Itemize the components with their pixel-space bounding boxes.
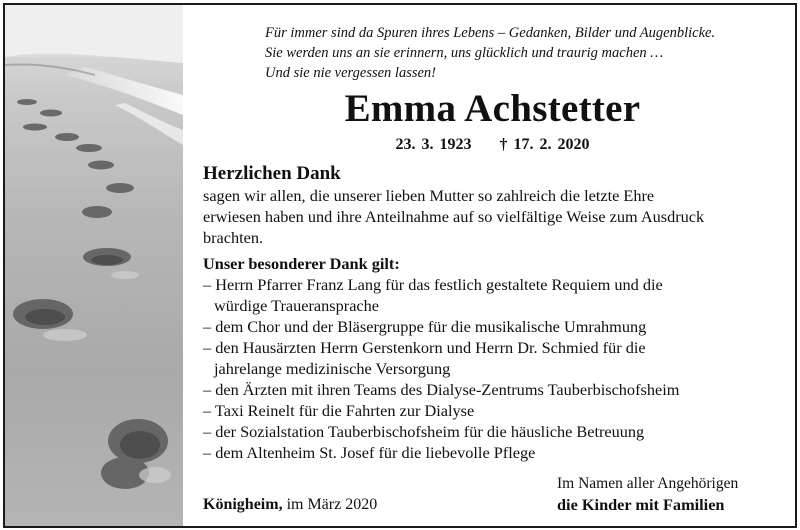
special-thanks-title: Unser besonderer Dank gilt: [203, 254, 400, 273]
poem-line: Und sie nie vergessen lassen! [265, 65, 437, 81]
list-item: – Taxi Reinelt für die Fahrten zur Dialyse [203, 401, 475, 420]
intro-line: sagen wir allen, die unserer lieben Mutter so zahlreich die letzte Ehre [203, 186, 655, 205]
date: im März 2020 [282, 496, 378, 513]
life-dates [195, 135, 790, 155]
list-item: – dem Altenheim St. Josef für die liebevolle Pflege [203, 443, 536, 462]
poem-line: Sie werden uns an sie erinnern, uns glücklich und traurig machen … [265, 45, 664, 61]
thanks-list [203, 274, 788, 463]
deceased-name: Emma Achstetter [344, 87, 641, 130]
footprints-illustration [5, 5, 183, 526]
intro-line: brachten. [203, 228, 264, 247]
list-item: – dem Chor und der Bläsergruppe für die musikalische Umrahmung [203, 317, 647, 336]
text-area [195, 5, 790, 526]
list-item: – den Hausärzten Herrn Gerstenkorn und Herrn Dr. Schmied für die [203, 338, 646, 357]
thanks-title: Herzlichen Dank [203, 163, 341, 184]
list-item: – der Sozialstation Tauberbischofsheim für die häusliche Betreuung [203, 422, 645, 441]
death-date: † 17. 2. 2020 [499, 136, 590, 153]
family-intro: Im Namen aller Angehörigen [557, 475, 739, 492]
thanks-intro [203, 185, 783, 248]
beach-footprints-photo [5, 5, 183, 526]
place: Königheim, [203, 496, 283, 513]
poem-line: Für immer sind da Spuren ihres Lebens – Gedanken, Bilder und Augenblicke. [265, 25, 716, 41]
place-date [203, 494, 377, 515]
birth-date: 23. 3. 1923 [395, 136, 472, 153]
list-item: – Herrn Pfarrer Franz Lang für das festlich gestaltete Requiem und die [203, 275, 663, 294]
list-item-continuation: jahrelange medizinische Versorgung [214, 359, 451, 378]
list-item-continuation: würdige Traueransprache [214, 296, 380, 315]
poem [265, 23, 785, 83]
intro-line: erwiesen haben und ihre Anteilnahme auf so vielfältige Weise zum Ausdruck [203, 207, 705, 226]
family-signature: die Kinder mit Familien [557, 495, 725, 514]
list-item: – den Ärzten mit ihren Teams des Dialyse-Zentrums Tauberbischofsheim [203, 380, 680, 399]
obituary-frame [3, 3, 797, 528]
